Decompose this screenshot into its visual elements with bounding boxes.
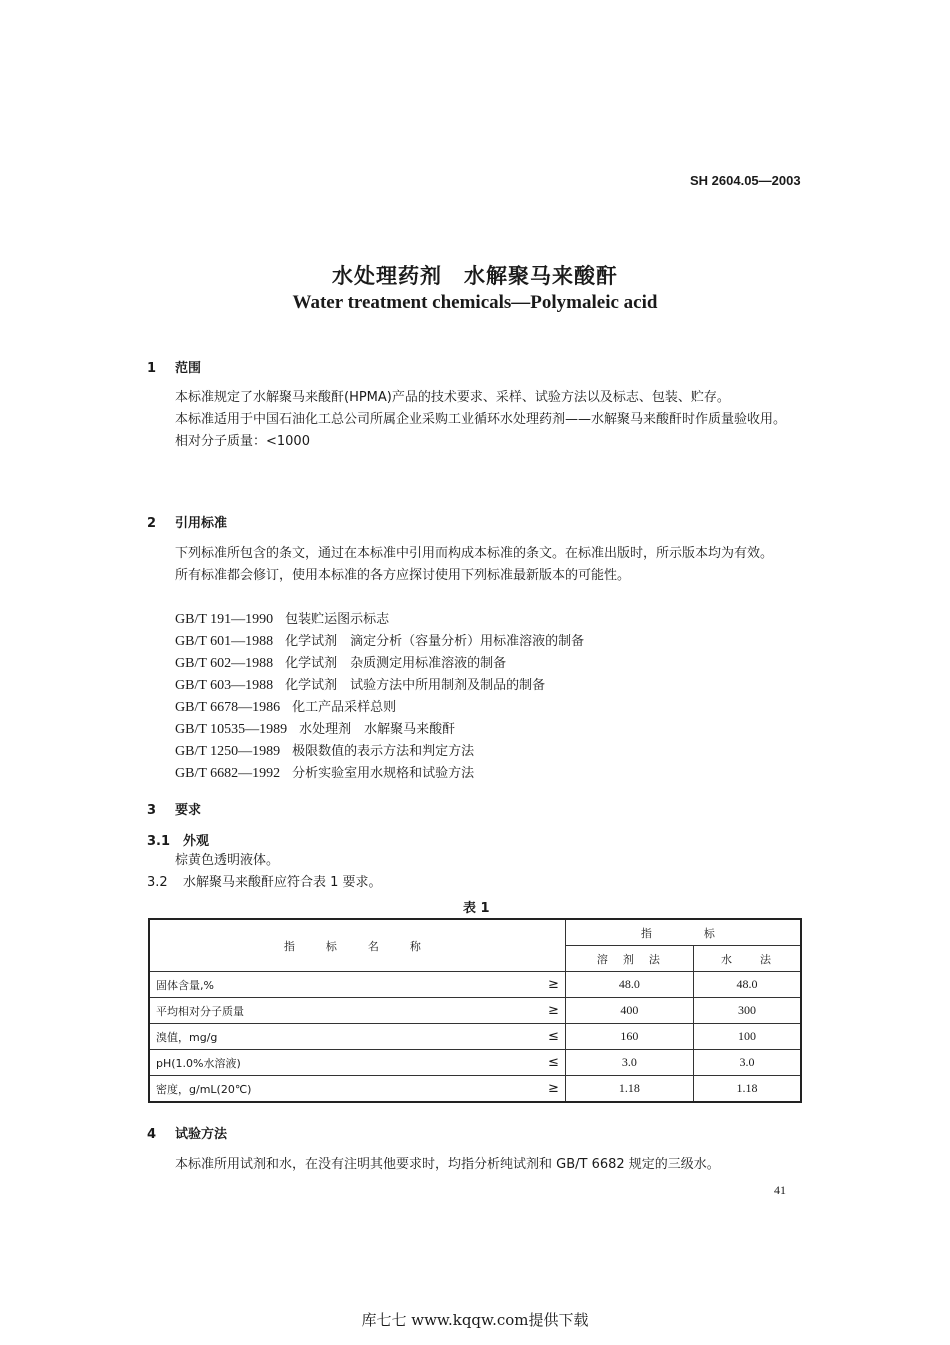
reference-item	[175, 631, 584, 653]
section-title: 范围	[175, 361, 202, 376]
table-row	[149, 1050, 801, 1076]
paragraph: 本标准适用于中国石油化工总公司所属企业采购工业循环水处理药剂——水解聚马来酸酐时作质量验收用。	[175, 412, 787, 427]
paragraph: 本标准规定了水解聚马来酸酐(HPMA)产品的技术要求、采样、试验方法以及标志、包装、贮存。	[175, 390, 730, 405]
section-3-heading	[147, 799, 201, 818]
table-row	[149, 998, 801, 1024]
column-header-group: 指 标	[565, 919, 801, 946]
section-number: 4	[147, 1127, 157, 1142]
row-water-value: 3.0	[693, 1050, 801, 1076]
section-1-heading	[147, 357, 201, 376]
section-number: 3.2	[147, 875, 168, 890]
column-header-water: 水 法	[693, 946, 801, 972]
reference-title: 化学试剂 杂质测定用标准溶液的制备	[285, 656, 507, 671]
row-name: 密度，g/mL(20℃)	[149, 1076, 535, 1103]
download-footer: 库七七 www.kqqw.com提供下载	[361, 1311, 589, 1329]
standard-code: SH 2604.05—2003	[690, 173, 801, 188]
row-solvent-value: 160	[565, 1024, 693, 1050]
section-title: 要求	[175, 803, 202, 818]
section-4-heading	[147, 1123, 227, 1142]
row-symbol: ≥	[535, 972, 566, 998]
row-water-value: 300	[693, 998, 801, 1024]
reference-title: 水处理剂 水解聚马来酸酐	[299, 722, 456, 737]
reference-code: GB/T 6682—1992	[175, 766, 281, 781]
spec-table	[148, 918, 802, 1103]
reference-item	[175, 719, 584, 741]
row-symbol: ≥	[535, 998, 566, 1024]
page-number: 41	[774, 1183, 786, 1197]
section-number: 1	[147, 361, 157, 376]
table-row	[149, 1024, 801, 1050]
section-number: 3	[147, 803, 157, 818]
reference-item	[175, 697, 584, 719]
reference-code: GB/T 10535—1989	[175, 722, 288, 737]
section-number: 2	[147, 516, 157, 531]
subsection-3-1-heading	[147, 830, 209, 849]
table-row	[149, 1076, 801, 1103]
section-title: 引用标准	[175, 516, 228, 531]
reference-item	[175, 763, 584, 785]
section-title: 试验方法	[175, 1127, 228, 1142]
reference-item	[175, 609, 584, 631]
row-water-value: 1.18	[693, 1076, 801, 1103]
paragraph: 所有标准都会修订，使用本标准的各方应探讨使用下列标准最新版本的可能性。	[175, 568, 631, 583]
table-row	[149, 972, 801, 998]
subsection-text: 水解聚马来酸酐应符合表 1 要求。	[183, 875, 382, 890]
column-header-name: 指 标 名 称	[149, 919, 565, 972]
reference-code: GB/T 1250—1989	[175, 744, 281, 759]
row-solvent-value: 1.18	[565, 1076, 693, 1103]
row-symbol: ≤	[535, 1050, 566, 1076]
row-water-value: 100	[693, 1024, 801, 1050]
section-2-heading	[147, 512, 227, 531]
reference-title: 极限数值的表示方法和判定方法	[292, 744, 475, 759]
subsection-3-2	[147, 872, 382, 894]
section-title: 外观	[183, 834, 210, 849]
paragraph: 下列标准所包含的条文，通过在本标准中引用而构成本标准的条文。在标准出版时，所示版本均为有效。	[175, 546, 774, 561]
reference-title: 化学试剂 试验方法中所用制剂及制品的制备	[285, 678, 546, 693]
section-2-body	[147, 543, 807, 587]
column-header-solvent: 溶 剂 法	[565, 946, 693, 972]
reference-title: 包装贮运图示标志	[285, 612, 390, 627]
title-chinese: 水处理药剂 水解聚马来酸酐	[332, 264, 618, 288]
section-4-body: 本标准所用试剂和水，在没有注明其他要求时，均指分析纯试剂和 GB/T 6682 规定的三级水。	[175, 1157, 720, 1172]
reference-code: GB/T 191—1990	[175, 612, 274, 627]
reference-code: GB/T 601—1988	[175, 634, 274, 649]
title-english: Water treatment chemicals—Polymaleic acid	[292, 292, 658, 313]
table-header-row	[149, 919, 801, 946]
row-name: pH(1.0%水溶液)	[149, 1050, 535, 1076]
row-name: 固体含量,%	[149, 972, 535, 998]
reference-item	[175, 653, 584, 675]
row-solvent-value: 3.0	[565, 1050, 693, 1076]
reference-title: 分析实验室用水规格和试验方法	[292, 766, 475, 781]
section-number: 3.1	[147, 834, 171, 849]
row-name: 平均相对分子质量	[149, 998, 535, 1024]
reference-code: GB/T 602—1988	[175, 656, 274, 671]
table-caption: 表 1	[463, 901, 490, 916]
row-solvent-value: 48.0	[565, 972, 693, 998]
row-solvent-value: 400	[565, 998, 693, 1024]
reference-item	[175, 741, 584, 763]
row-symbol: ≤	[535, 1024, 566, 1050]
reference-list	[175, 609, 584, 785]
section-1-body	[147, 387, 807, 453]
paragraph: 相对分子质量：<1000	[175, 434, 310, 449]
reference-title: 化工产品采样总则	[292, 700, 397, 715]
reference-code: GB/T 6678—1986	[175, 700, 281, 715]
appearance-text: 棕黄色透明液体。	[175, 853, 280, 868]
row-name: 溴值，mg/g	[149, 1024, 535, 1050]
reference-title: 化学试剂 滴定分析（容量分析）用标准溶液的制备	[285, 634, 585, 649]
reference-item	[175, 675, 584, 697]
row-water-value: 48.0	[693, 972, 801, 998]
row-symbol: ≥	[535, 1076, 566, 1103]
reference-code: GB/T 603—1988	[175, 678, 274, 693]
